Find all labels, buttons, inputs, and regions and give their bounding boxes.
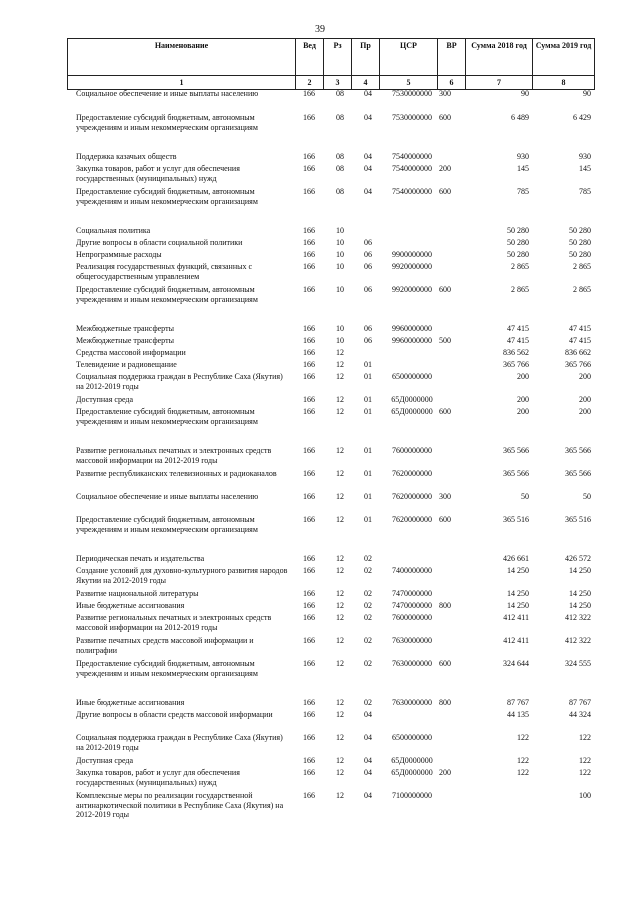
cell-s18: 200: [517, 407, 529, 416]
cell-pr: 01: [364, 395, 372, 404]
cell-name: Межбюджетные трансферты: [76, 336, 174, 345]
cell-vr: 800: [439, 601, 451, 610]
cell-rz: 12: [336, 733, 344, 742]
cell-name: Иные бюджетные ассигнования: [76, 698, 185, 707]
cell-pr: 02: [364, 613, 372, 622]
cell-rz: 12: [336, 554, 344, 563]
cell-s19: 47 415: [569, 324, 591, 333]
cell-s19: 14 250: [569, 589, 591, 598]
cell-s19: 6 429: [573, 113, 591, 122]
cell-s19: 122: [579, 733, 591, 742]
cell-name: Социальное обеспечение и иные выплаты населению: [76, 492, 259, 501]
header-num-4: 4: [352, 76, 380, 90]
cell-name: Телевидение и радиовещание: [76, 360, 177, 369]
cell-name: Реализация государственных функций, связанных с общегосударственным управлением: [76, 262, 253, 281]
cell-rz: 12: [336, 515, 344, 524]
cell-name: Комплексные меры по реализации государственной антинаркотической политики в Республике Саха (Якутия) на 2012-2019 годы: [76, 791, 284, 819]
cell-s18: 44 135: [507, 710, 529, 719]
cell-ved: 166: [303, 407, 315, 416]
cell-name: Предоставление субсидий бюджетным, автономным учреждениям и иным некоммерческим организациям: [76, 407, 258, 426]
cell-s19: 324 555: [565, 659, 591, 668]
cell-ved: 166: [303, 733, 315, 742]
cell-s19: 87 767: [569, 698, 591, 707]
cell-csr: 6500000000: [392, 733, 432, 742]
cell-s18: 6 489: [511, 113, 529, 122]
cell-ved: 166: [303, 554, 315, 563]
cell-s19: 785: [579, 187, 591, 196]
cell-rz: 12: [336, 348, 344, 357]
cell-s19: 122: [579, 768, 591, 777]
cell-rz: 10: [336, 336, 344, 345]
cell-pr: 06: [364, 250, 372, 259]
cell-csr: 7540000000: [392, 164, 432, 173]
cell-csr: 65Д0000000: [391, 768, 433, 777]
cell-csr: 7540000000: [392, 187, 432, 196]
cell-name: Другие вопросы в области средств массовой информации: [76, 710, 273, 719]
cell-pr: 01: [364, 372, 372, 381]
cell-csr: 7100000000: [392, 791, 432, 800]
cell-rz: 12: [336, 756, 344, 765]
cell-rz: 08: [336, 187, 344, 196]
cell-s19: 145: [579, 164, 591, 173]
cell-pr: 04: [364, 768, 372, 777]
cell-name: Предоставление субсидий бюджетным, автономным учреждениям и иным некоммерческим организациям: [76, 515, 258, 534]
cell-s18: 200: [517, 372, 529, 381]
cell-ved: 166: [303, 791, 315, 800]
cell-s18: 50 280: [507, 250, 529, 259]
cell-name: Предоставление субсидий бюджетным, автономным учреждениям и иным некоммерческим организациям: [76, 285, 258, 304]
cell-pr: 01: [364, 407, 372, 416]
cell-name: Непрограммные расходы: [76, 250, 162, 259]
cell-pr: 04: [364, 791, 372, 800]
cell-s18: 412 411: [503, 613, 529, 622]
cell-pr: 01: [364, 360, 372, 369]
cell-s18: 365 766: [503, 360, 529, 369]
page-number: 39: [315, 24, 325, 35]
cell-csr: 7620000000: [392, 492, 432, 501]
cell-ved: 166: [303, 756, 315, 765]
cell-ved: 166: [303, 226, 315, 235]
cell-csr: 65Д0000000: [391, 407, 433, 416]
cell-rz: 08: [336, 152, 344, 161]
cell-vr: 300: [439, 89, 451, 98]
cell-s19: 836 662: [565, 348, 591, 357]
cell-s18: 122: [517, 756, 529, 765]
cell-name: Средства массовой информации: [76, 348, 186, 357]
cell-rz: 12: [336, 395, 344, 404]
cell-csr: 7530000000: [392, 89, 432, 98]
cell-s18: 122: [517, 768, 529, 777]
cell-rz: 12: [336, 492, 344, 501]
header-ved: Вед: [296, 39, 324, 76]
header-csr: ЦСР: [380, 39, 438, 76]
cell-csr: 7400000000: [392, 566, 432, 575]
cell-vr: 600: [439, 187, 451, 196]
cell-s19: 2 865: [573, 285, 591, 294]
cell-ved: 166: [303, 446, 315, 455]
cell-ved: 166: [303, 601, 315, 610]
cell-pr: 06: [364, 336, 372, 345]
cell-name: Межбюджетные трансферты: [76, 324, 174, 333]
cell-s18: 200: [517, 395, 529, 404]
cell-ved: 166: [303, 589, 315, 598]
cell-s18: 426 661: [503, 554, 529, 563]
cell-csr: 6500000000: [392, 372, 432, 381]
cell-ved: 166: [303, 250, 315, 259]
cell-s18: 836 562: [503, 348, 529, 357]
cell-rz: 12: [336, 566, 344, 575]
cell-s19: 90: [583, 89, 591, 98]
cell-s19: 122: [579, 756, 591, 765]
cell-pr: 04: [364, 89, 372, 98]
cell-csr: 9920000000: [392, 285, 432, 294]
cell-name: Развитие региональных печатных и электронных средств массовой информации на 2012-2019 годы: [76, 613, 272, 632]
header-vr: ВР: [438, 39, 466, 76]
cell-name: Доступная среда: [76, 395, 134, 404]
header-num-5: 5: [380, 76, 438, 90]
cell-ved: 166: [303, 324, 315, 333]
cell-s18: 47 415: [507, 336, 529, 345]
cell-vr: 600: [439, 285, 451, 294]
cell-s18: 365 566: [503, 446, 529, 455]
cell-s19: 200: [579, 395, 591, 404]
cell-vr: 200: [439, 768, 451, 777]
cell-s18: 2 865: [511, 262, 529, 271]
cell-name: Иные бюджетные ассигнования: [76, 601, 185, 610]
cell-name: Другие вопросы в области социальной политики: [76, 238, 243, 247]
cell-ved: 166: [303, 768, 315, 777]
cell-s19: 365 516: [565, 515, 591, 524]
cell-ved: 166: [303, 515, 315, 524]
header-num-1: 1: [68, 76, 296, 90]
cell-pr: 04: [364, 733, 372, 742]
header-num-3: 3: [324, 76, 352, 90]
cell-name: Социальная поддержка граждан в Республике Саха (Якутия) на 2012-2019 годы: [76, 733, 283, 752]
cell-ved: 166: [303, 360, 315, 369]
cell-s19: 47 415: [569, 336, 591, 345]
header-pr: Пр: [352, 39, 380, 76]
cell-pr: 02: [364, 566, 372, 575]
cell-s19: 50 280: [569, 250, 591, 259]
cell-csr: 9960000000: [392, 336, 432, 345]
cell-s19: 100: [579, 791, 591, 800]
cell-csr: 7600000000: [392, 446, 432, 455]
cell-ved: 166: [303, 492, 315, 501]
cell-s18: 930: [517, 152, 529, 161]
cell-rz: 12: [336, 589, 344, 598]
cell-rz: 12: [336, 407, 344, 416]
cell-ved: 166: [303, 89, 315, 98]
cell-name: Социальное обеспечение и иные выплаты населению: [76, 89, 259, 98]
cell-ved: 166: [303, 710, 315, 719]
cell-pr: 04: [364, 710, 372, 719]
header-num-8: 8: [533, 76, 595, 90]
cell-rz: 12: [336, 710, 344, 719]
cell-s19: 412 322: [565, 636, 591, 645]
cell-name: Развитие республиканских телевизионных и радиоканалов: [76, 469, 277, 478]
cell-vr: 600: [439, 113, 451, 122]
cell-s19: 200: [579, 372, 591, 381]
cell-csr: 7630000000: [392, 636, 432, 645]
cell-rz: 10: [336, 238, 344, 247]
cell-name: Закупка товаров, работ и услуг для обеспечения государственных (муниципальных) нужд: [76, 768, 240, 787]
cell-s19: 44 324: [569, 710, 591, 719]
cell-rz: 12: [336, 636, 344, 645]
cell-csr: 7470000000: [392, 601, 432, 610]
cell-s18: 365 516: [503, 515, 529, 524]
cell-s18: 90: [521, 89, 529, 98]
cell-csr: 7530000000: [392, 113, 432, 122]
cell-pr: 02: [364, 601, 372, 610]
cell-vr: 800: [439, 698, 451, 707]
cell-rz: 12: [336, 601, 344, 610]
cell-csr: 65Д0000000: [391, 395, 433, 404]
cell-s18: 145: [517, 164, 529, 173]
cell-vr: 600: [439, 659, 451, 668]
header-num-6: 6: [438, 76, 466, 90]
cell-s19: 14 250: [569, 566, 591, 575]
cell-ved: 166: [303, 659, 315, 668]
cell-s19: 50: [583, 492, 591, 501]
cell-rz: 10: [336, 250, 344, 259]
cell-s18: 785: [517, 187, 529, 196]
cell-ved: 166: [303, 698, 315, 707]
cell-csr: 9960000000: [392, 324, 432, 333]
cell-s19: 200: [579, 407, 591, 416]
cell-ved: 166: [303, 152, 315, 161]
cell-ved: 166: [303, 566, 315, 575]
cell-name: Предоставление субсидий бюджетным, автономным учреждениям и иным некоммерческим организациям: [76, 113, 258, 132]
cell-csr: 65Д0000000: [391, 756, 433, 765]
cell-vr: 600: [439, 515, 451, 524]
cell-name: Развитие национальной литературы: [76, 589, 199, 598]
cell-ved: 166: [303, 336, 315, 345]
cell-ved: 166: [303, 238, 315, 247]
cell-rz: 12: [336, 613, 344, 622]
cell-name: Социальная поддержка граждан в Республике Саха (Якутия) на 2012-2019 годы: [76, 372, 283, 391]
table-header: [67, 38, 595, 90]
cell-vr: 500: [439, 336, 451, 345]
cell-csr: 7620000000: [392, 469, 432, 478]
header-sum-2019: Сумма 2019 год: [533, 39, 595, 76]
cell-rz: 08: [336, 113, 344, 122]
cell-name: Развитие региональных печатных и электронных средств массовой информации на 2012-2019 годы: [76, 446, 272, 465]
cell-s19: 365 566: [565, 446, 591, 455]
cell-ved: 166: [303, 113, 315, 122]
cell-rz: 12: [336, 446, 344, 455]
cell-csr: 7470000000: [392, 589, 432, 598]
cell-rz: 12: [336, 791, 344, 800]
cell-pr: 02: [364, 698, 372, 707]
cell-s19: 365 566: [565, 469, 591, 478]
cell-pr: 02: [364, 636, 372, 645]
cell-s18: 324 644: [503, 659, 529, 668]
cell-pr: 02: [364, 589, 372, 598]
cell-ved: 166: [303, 285, 315, 294]
cell-s18: 2 865: [511, 285, 529, 294]
cell-rz: 12: [336, 659, 344, 668]
header-num-2: 2: [296, 76, 324, 90]
cell-pr: 01: [364, 515, 372, 524]
cell-rz: 12: [336, 768, 344, 777]
header-sum-2018: Сумма 2018 год: [466, 39, 533, 76]
cell-csr: 7630000000: [392, 659, 432, 668]
cell-ved: 166: [303, 469, 315, 478]
cell-vr: 200: [439, 164, 451, 173]
cell-s18: 14 250: [507, 566, 529, 575]
cell-rz: 10: [336, 285, 344, 294]
cell-csr: 9920000000: [392, 262, 432, 271]
cell-name: Доступная среда: [76, 756, 134, 765]
cell-s18: 50 280: [507, 238, 529, 247]
cell-pr: 04: [364, 187, 372, 196]
cell-pr: 04: [364, 164, 372, 173]
cell-pr: 04: [364, 152, 372, 161]
header-num-7: 7: [466, 76, 533, 90]
cell-ved: 166: [303, 164, 315, 173]
cell-s18: 50 280: [507, 226, 529, 235]
cell-rz: 08: [336, 164, 344, 173]
cell-s19: 365 766: [565, 360, 591, 369]
cell-s19: 2 865: [573, 262, 591, 271]
cell-s18: 47 415: [507, 324, 529, 333]
header-rz: Рз: [324, 39, 352, 76]
cell-pr: 02: [364, 659, 372, 668]
cell-pr: 04: [364, 756, 372, 765]
cell-ved: 166: [303, 372, 315, 381]
cell-s18: 365 566: [503, 469, 529, 478]
cell-rz: 12: [336, 360, 344, 369]
cell-ved: 166: [303, 187, 315, 196]
cell-name: Предоставление субсидий бюджетным, автономным учреждениям и иным некоммерческим организациям: [76, 187, 258, 206]
cell-s19: 412 322: [565, 613, 591, 622]
cell-ved: 166: [303, 395, 315, 404]
cell-ved: 166: [303, 262, 315, 271]
cell-s19: 930: [579, 152, 591, 161]
cell-pr: 06: [364, 285, 372, 294]
cell-s18: 412 411: [503, 636, 529, 645]
cell-name: Предоставление субсидий бюджетным, автономным учреждениям и иным некоммерческим организациям: [76, 659, 258, 678]
cell-pr: 06: [364, 262, 372, 271]
cell-ved: 166: [303, 613, 315, 622]
header-name: Наименование: [68, 39, 296, 76]
cell-pr: 06: [364, 324, 372, 333]
cell-pr: 01: [364, 492, 372, 501]
cell-name: Закупка товаров, работ и услуг для обеспечения государственных (муниципальных) нужд: [76, 164, 240, 183]
cell-rz: 08: [336, 89, 344, 98]
cell-s19: 50 280: [569, 238, 591, 247]
cell-rz: 10: [336, 324, 344, 333]
cell-s18: 14 250: [507, 589, 529, 598]
cell-rz: 12: [336, 372, 344, 381]
cell-pr: 06: [364, 238, 372, 247]
cell-csr: 7600000000: [392, 613, 432, 622]
cell-name: Социальная политика: [76, 226, 151, 235]
cell-ved: 166: [303, 636, 315, 645]
cell-name: Развитие печатных средств массовой информации и полиграфии: [76, 636, 254, 655]
cell-s18: 14 250: [507, 601, 529, 610]
cell-name: Поддержка казачьих обществ: [76, 152, 177, 161]
cell-s18: 122: [517, 733, 529, 742]
cell-csr: 7540000000: [392, 152, 432, 161]
cell-ved: 166: [303, 348, 315, 357]
cell-rz: 10: [336, 226, 344, 235]
cell-s18: 87 767: [507, 698, 529, 707]
cell-pr: 04: [364, 113, 372, 122]
cell-vr: 600: [439, 407, 451, 416]
cell-pr: 01: [364, 446, 372, 455]
cell-name: Создание условий для духовно-культурного развития народов Якутии на 2012-2019 годы: [76, 566, 288, 585]
cell-pr: 01: [364, 469, 372, 478]
cell-rz: 10: [336, 262, 344, 271]
cell-csr: 7620000000: [392, 515, 432, 524]
cell-name: Периодическая печать и издательства: [76, 554, 205, 563]
cell-s19: 14 250: [569, 601, 591, 610]
cell-s19: 426 572: [565, 554, 591, 563]
cell-s19: 50 280: [569, 226, 591, 235]
cell-csr: 7630000000: [392, 698, 432, 707]
cell-s18: 50: [521, 492, 529, 501]
cell-rz: 12: [336, 698, 344, 707]
cell-csr: 9900000000: [392, 250, 432, 259]
cell-pr: 02: [364, 554, 372, 563]
cell-vr: 300: [439, 492, 451, 501]
cell-rz: 12: [336, 469, 344, 478]
